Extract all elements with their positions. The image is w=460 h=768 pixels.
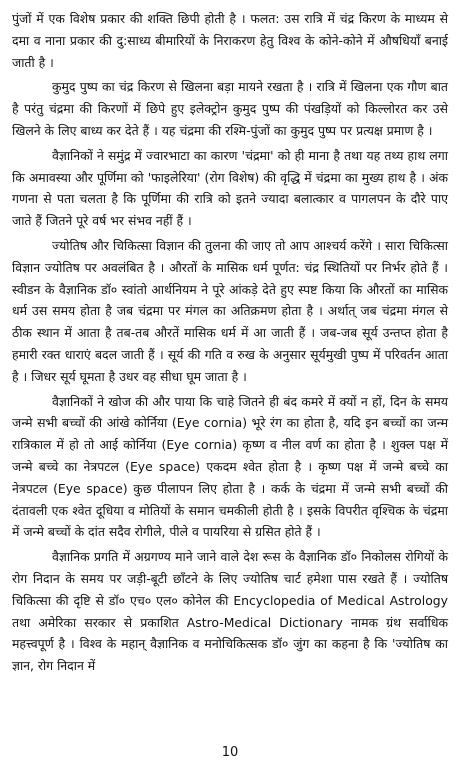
page-number: 10 xyxy=(221,745,239,760)
paragraph-2: कुमुद पुष्प का चंद्र किरण से खिलना बड़ा मायने रखता है । रात्रि में खिलना एक गौण बात है परंतु चंद्रमा की किरणों में छिपे हुए इलेक्ट्रोन कुमुद पुष्प की पंखड़ियों को किल्लोरत कर उसे खिलने के लिए बाध्य कर देते हैं । यह चंद्रमा की रश्मि-पुंजों का कुमुद पुष्प पर प्रत्यक्ष प्रमाण है । xyxy=(12,79,448,138)
paragraph-5: वैज्ञानिकों ने खोज की और पाया कि चाहे जितने ही बंद कमरे में क्यों न हों, दिन के समय जन्मे सभी बच्चों की आंखे कोर्निया (Eye cornia) भूरे रंग का होता है, यदि इन बच्चों का जन्म रात्रिकाल में हो तो आई कोर्निया (Eye cornia) कृष्ण व नील वर्ण का होता है । शुक्ल पक्ष में जन्मे बच्चे का नेत्रपटल (Eye space) एकदम श्वेत होता है । कृष्ण पक्ष में जन्मे बच्चे का नेत्रपटल (Eye space) कुछ पीलापन लिए होता है । कर्क के चंद्रमा में जन्मे सभी बच्चों की दंतावली एक श्वेत दूधिया व मोतियों के समान चमकीली होती है । इसके विपरीत वृश्चिक के चंद्रमा में जन्मे बच्चों के दांत सदैव रोगीले, पीले व पायरिया से ग्रसित होते हैं । xyxy=(12,393,448,540)
paragraph-3: वैज्ञानिकों ने समुंद्र में ज्वारभाटा का कारण 'चंद्रमा' को ही माना है तथा यह तथ्य हाथ लगा कि अमावस्या और पूर्णिमा को 'फाइलेरिया' (रोग विशेष) की वृद्धि में चंद्रमा का मुख्य हाथ है । अंक गणना से पता चलता है कि पूर्णिमा की रात्रि को इतने ज्यादा बलात्कार व पागलपन के दौरे पाए जाते हैं जितने पूरे वर्ष भर संभव नहीं हैं । xyxy=(12,147,448,229)
paragraph-6: वैज्ञानिक प्रगति में अग्रगण्य माने जाने वाले देश रूस के वैज्ञानिक डॉ० निकोलस रोगियों के रोग निदान के समय पर जड़ी-बूटी छाँटने के लिए ज्योतिष चार्ट हमेशा पास रखते हैं । ज्योतिष चिकित्सा की दृष्टि से डॉ० एच० एल० कोनेल की Encyclopedia of Medical Astrology तथा अमेरिका सरकार से प्रकाशित Astro-Medical Dictionary नामक ग्रंथ सर्वाधिक महत्त्वपूर्ण है । विश्व के महान् वैज्ञानिक व मनोचिकित्सक डॉ० जुंग का कहना है कि 'ज्योतिष का ज्ञान, रोग निदान में xyxy=(12,549,448,674)
paragraph-1: पुंजों में एक विशेष प्रकार की शक्ति छिपी होती है । फलत: उस रात्रि में चंद्र किरण के माध्यम से दमा व नाना प्रकार की दु:साध्य बीमारियों के निराकरण हेतु विश्व के कोने-कोने में औषधियाँ बनाई जाती है । xyxy=(12,11,448,70)
paragraph-4: ज्योतिष और चिकित्सा विज्ञान की तुलना की जाए तो आप आश्चर्य करेंगे । सारा चिकित्सा विज्ञान ज्योतिष पर अवलंबित है । औरतों के मासिक धर्म पूर्णत: चंद्र स्थितियों पर निर्भर होते हैं । स्वीडन के वैज्ञानिक डॉ० स्वांतो आर्थनियम ने पूरे आंकड़े देते हुए स्पष्ट किया कि औरतों का मासिक धर्म उस समय होता है जब चंद्रमा पर मंगल का अतिक्रमण होता है । अर्थात् जब चंद्रमा मंगल से ठीक स्थान में आता है तब-तब औरतें मासिक धर्म में आ जाती हैं । जब-जब सूर्य उन्तप्त होता है हमारी रक्त धाराएं बदल जाती हैं । सूर्य की गति व रुख के अनुसार सूर्यमुखी पुष्प में परिवर्तन आता है । जिधर सूर्य घूमता है उधर वह सीधा घूम जाता है । xyxy=(12,237,448,384)
body-text xyxy=(12,8,448,677)
